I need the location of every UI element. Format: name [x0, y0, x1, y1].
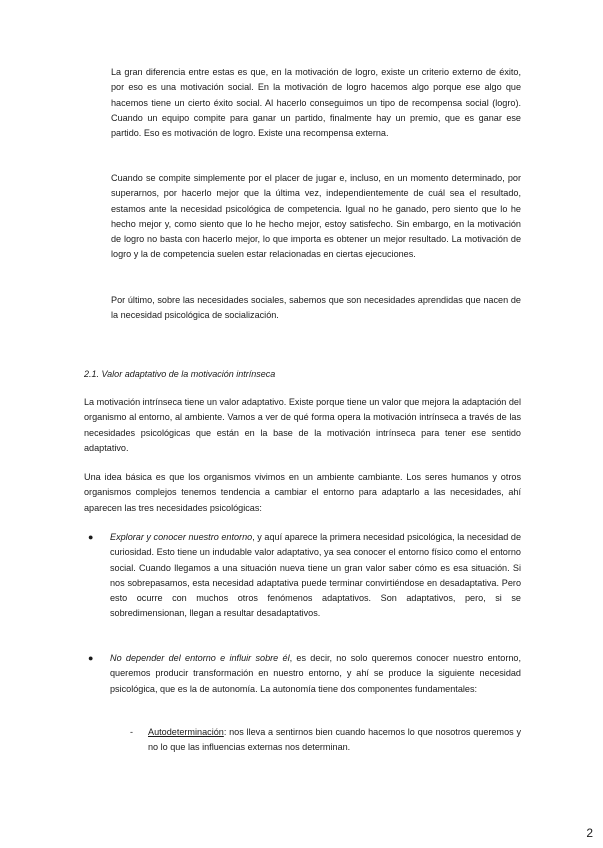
bullet-lead: No depender del entorno e influir sobre él — [110, 653, 290, 663]
paragraph-valor-adaptativo: La motivación intrínseca tiene un valor adaptativo. Existe porque tiene un valor que mejora la adaptación del organismo al entorno, al ambiente. Vamos a ver de qué forma opera la motivación intrínseca a través de las necesidades psicológicas que están en la base de la motivación intrínseca para tener ese sentido adaptativo. — [84, 397, 521, 453]
paragraph-necesidades-sociales: Por último, sobre las necesidades sociales, sabemos que son necesidades aprendidas que nacen de la necesidad psicológica de socialización. — [111, 295, 521, 321]
paragraph-ambiente-cambiante: Una idea básica es que los organismos vivimos en un ambiente cambiante. Los seres humanos y otros organismos complejos tenemos tendencia a cambiar el entorno para adaptarlo a las necesidades, ahí aparecen las tres necesidades psicológicas: — [84, 472, 521, 513]
paragraph-competencia: Cuando se compite simplemente por el placer de jugar e, incluso, en un momento determinado, por superarnos, por hacerlo mejor que la última vez, independientemente de cuál sea el resultado, estamos ante la necesidad psicológica de competencia. Igual no he ganado, pero siento que lo he hecho mejor y, como siento que lo he hecho mejor, estoy satisfecho. Sin embargo, en la motivación de logro no basta con hacerlo mejor, lo que importa es obtener un mejor resultado. La motivación de logro y la de competencia suelen estar relacionadas en ciertas ejecuciones. — [111, 173, 521, 260]
bullet-text — [110, 530, 521, 622]
sub-bullet-body: : nos lleva a sentirnos bien cuando hacemos lo que nosotros queremos y no lo que las influencias externas nos determinan. — [148, 727, 521, 753]
bullet-item-explorar — [84, 530, 521, 640]
bullet-item-autonomia — [84, 651, 521, 716]
bullet-dot-icon: ● — [88, 532, 94, 542]
sub-bullet-autodeterminacion — [130, 725, 521, 759]
paragraph-logro: La gran diferencia entre estas es que, en la motivación de logro, existe un criterio externo de éxito, por eso es una motivación social. En la motivación de logro hacemos algo porque ese algo que hacemos tiene un cierto éxito social. Al hacerlo conseguimos un tipo de recompensa social (logro). Cuando un equipo compite para ganar un partido, finalmente hay un premio, que es ganar ese partido. Eso es motivación de logro. Existe una recompensa externa. — [111, 67, 521, 139]
bullet-body: , es decir, no solo queremos conocer nuestro entorno, queremos producir transformación en nuestro entorno, y ahí se produce la siguiente necesidad psicológica, que es la de autonomía. La autonomía tiene dos componentes fundamentales: — [110, 653, 521, 694]
sub-bullet-text — [148, 725, 521, 756]
bullet-lead: Explorar y conocer nuestro entorno — [110, 532, 253, 542]
dash-marker: - — [130, 727, 133, 737]
sub-bullet-term: Autodeterminación — [148, 727, 224, 737]
page-number: 2 — [586, 826, 593, 840]
bullet-dot-icon: ● — [88, 653, 94, 663]
section-heading: 2.1. Valor adaptativo de la motivación intrínseca — [84, 369, 276, 379]
bullet-body: , y aquí aparece la primera necesidad psicológica, la necesidad de curiosidad. Esto tiene un indudable valor adaptativo, ya sea conocer el entorno físico como el entorno social. Cuando llegamos a una situación nueva tiene un gran valor saber cómo es esa situación. Si nos sobrepasamos, esta necesidad adaptativa puede terminar convirtiéndose en desadaptativa. Pero esto ocurre con muchos otros fenómenos adaptativos. Son adaptativos, pero, si se sobredimensionan, llegan a resultar desadaptativos. — [110, 532, 522, 619]
bullet-text — [110, 651, 521, 697]
